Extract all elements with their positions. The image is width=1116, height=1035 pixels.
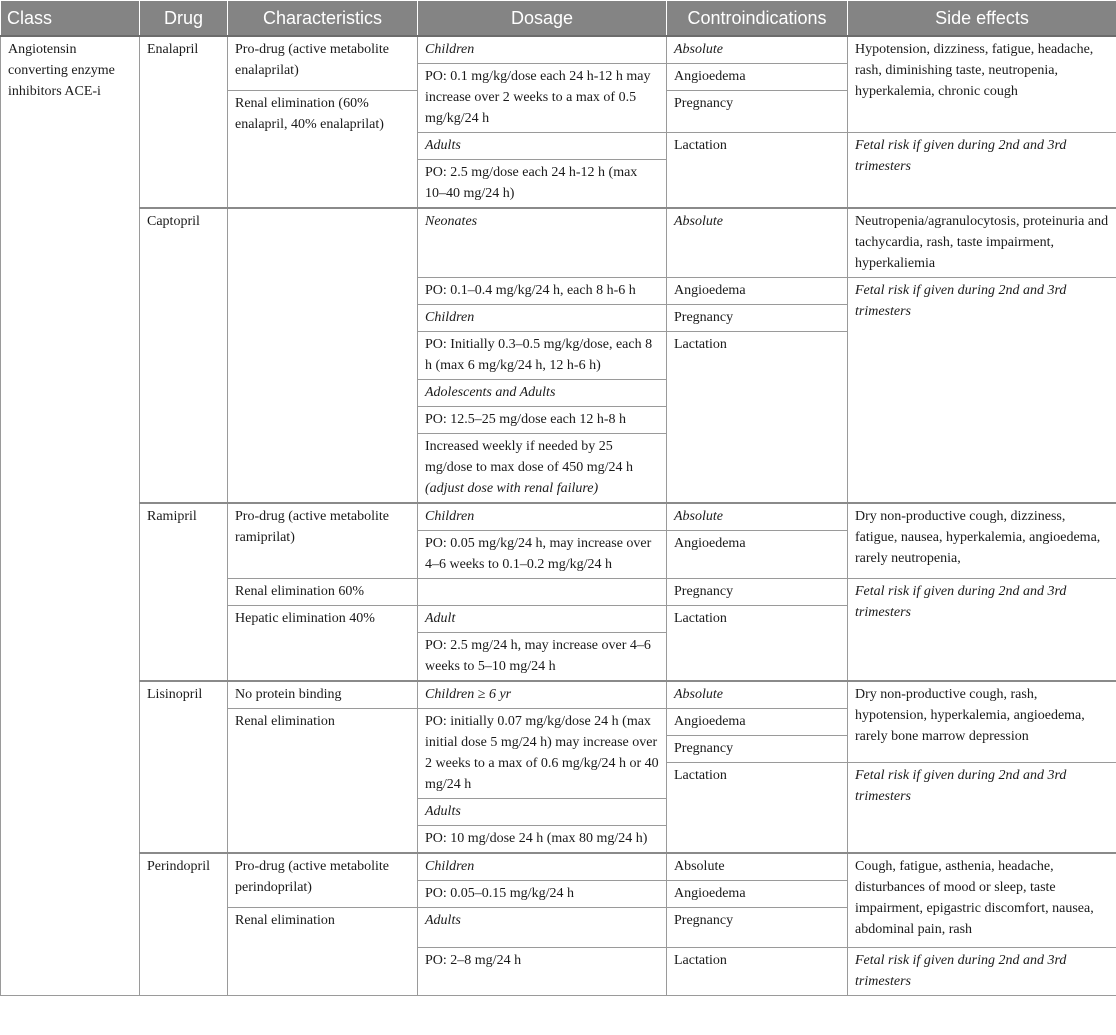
characteristics-cell: Renal elimination (60% enalapril, 40% enalaprilat) bbox=[228, 91, 418, 209]
contraindication-cell: Pregnancy bbox=[667, 578, 848, 605]
table-header-row bbox=[1, 1, 1116, 37]
dosage-cell: Neonates bbox=[418, 208, 667, 278]
contraindication-cell: Lactation bbox=[667, 947, 848, 995]
table-row bbox=[1, 208, 1116, 278]
drug-cell: Lisinopril bbox=[140, 681, 228, 853]
dosage-cell: Children bbox=[418, 503, 667, 531]
dosage-cell: PO: 0.1–0.4 mg/kg/24 h, each 8 h-6 h bbox=[418, 278, 667, 305]
dosage-cell: Children bbox=[418, 853, 667, 881]
dosage-cell bbox=[418, 434, 667, 503]
renal-adjustment-note: (adjust dose with renal failure) bbox=[425, 481, 599, 496]
dosage-cell: PO: 0.05 mg/kg/24 h, may increase over 4–6 weeks to 0.1–0.2 mg/kg/24 h bbox=[418, 530, 667, 578]
class-cell: Angiotensin converting enzyme inhibitors ACE-i bbox=[1, 36, 140, 995]
dosage-cell: PO: 10 mg/dose 24 h (max 80 mg/24 h) bbox=[418, 825, 667, 853]
header-drug: Drug bbox=[140, 1, 228, 37]
dosage-cell bbox=[418, 578, 667, 605]
header-side-effects: Side effects bbox=[848, 1, 1116, 37]
side-effects-cell: Fetal risk if given during 2nd and 3rd trimesters bbox=[848, 278, 1116, 503]
contraindication-cell: Absolute bbox=[667, 503, 848, 531]
drug-cell: Ramipril bbox=[140, 503, 228, 681]
side-effects-cell: Neutropenia/agranulocytosis, proteinuria and tachycardia, rash, taste impairment, hyperkaliemia bbox=[848, 208, 1116, 278]
contraindication-cell: Absolute bbox=[667, 681, 848, 709]
dosage-cell: PO: 2–8 mg/24 h bbox=[418, 947, 667, 995]
contraindication-cell: Lactation bbox=[667, 762, 848, 853]
dosage-cell: Children bbox=[418, 36, 667, 64]
contraindication-cell: Angioedema bbox=[667, 278, 848, 305]
contraindication-cell: Lactation bbox=[667, 133, 848, 209]
dosage-cell: Adolescents and Adults bbox=[418, 380, 667, 407]
drug-cell: Captopril bbox=[140, 208, 228, 503]
characteristics-cell: Pro-drug (active metabolite enalaprilat) bbox=[228, 36, 418, 91]
contraindication-cell: Pregnancy bbox=[667, 907, 848, 947]
header-dosage: Dosage bbox=[418, 1, 667, 37]
contraindication-cell: Angioedema bbox=[667, 64, 848, 91]
dosage-text: Increased weekly if needed by 25 mg/dose to max dose of 450 mg/24 h bbox=[425, 439, 634, 475]
dosage-cell: Adults bbox=[418, 798, 667, 825]
characteristics-cell: Renal elimination 60% bbox=[228, 578, 418, 605]
dosage-cell: Children bbox=[418, 305, 667, 332]
drug-cell: Perindopril bbox=[140, 853, 228, 996]
characteristics-cell: Pro-drug (active metabolite ramiprilat) bbox=[228, 503, 418, 579]
characteristics-cell: Renal elimination bbox=[228, 907, 418, 995]
contraindication-cell: Pregnancy bbox=[667, 91, 848, 133]
dosage-cell: PO: 0.05–0.15 mg/kg/24 h bbox=[418, 880, 667, 907]
table-row bbox=[1, 36, 1116, 64]
contraindication-cell: Angioedema bbox=[667, 880, 848, 907]
table-row bbox=[1, 681, 1116, 709]
dosage-cell: Adults bbox=[418, 907, 667, 947]
table-row bbox=[1, 503, 1116, 531]
side-effects-cell: Dry non-productive cough, dizziness, fatigue, nausea, hyperkalemia, angioedema, rarely neutropenia, bbox=[848, 503, 1116, 579]
header-class: Class bbox=[1, 1, 140, 37]
contraindication-cell: Angioedema bbox=[667, 530, 848, 578]
dosage-cell: Children ≥ 6 yr bbox=[418, 681, 667, 709]
dosage-cell: PO: initially 0.07 mg/kg/dose 24 h (max initial dose 5 mg/24 h) may increase over 2 weeks to a max of 0.6 mg/kg/24 h or 40 mg/24 h bbox=[418, 708, 667, 798]
characteristics-cell bbox=[228, 208, 418, 503]
side-effects-cell: Fetal risk if given during 2nd and 3rd trimesters bbox=[848, 133, 1116, 209]
characteristics-cell: Hepatic elimination 40% bbox=[228, 605, 418, 681]
dosage-cell: PO: Initially 0.3–0.5 mg/kg/dose, each 8 h (max 6 mg/kg/24 h, 12 h-6 h) bbox=[418, 332, 667, 380]
characteristics-cell: Renal elimination bbox=[228, 708, 418, 853]
side-effects-cell: Dry non-productive cough, rash, hypotension, hyperkalemia, angioedema, rarely bone marrow depression bbox=[848, 681, 1116, 763]
contraindication-cell: Angioedema bbox=[667, 708, 848, 735]
dosage-cell: PO: 2.5 mg/24 h, may increase over 4–6 weeks to 5–10 mg/24 h bbox=[418, 632, 667, 681]
side-effects-cell: Cough, fatigue, asthenia, headache, disturbances of mood or sleep, taste impairment, epigastric discomfort, nausea, abdominal pain, rash bbox=[848, 853, 1116, 948]
dosage-cell: Adults bbox=[418, 133, 667, 160]
header-characteristics: Characteristics bbox=[228, 1, 418, 37]
contraindication-cell: Lactation bbox=[667, 605, 848, 681]
dosage-cell: PO: 12.5–25 mg/dose each 12 h-8 h bbox=[418, 407, 667, 434]
contraindication-cell: Pregnancy bbox=[667, 735, 848, 762]
contraindication-cell: Pregnancy bbox=[667, 305, 848, 332]
dosage-cell: PO: 0.1 mg/kg/dose each 24 h-12 h may increase over 2 weeks to a max of 0.5 mg/kg/24 h bbox=[418, 64, 667, 133]
dosage-cell: Adult bbox=[418, 605, 667, 632]
side-effects-cell: Fetal risk if given during 2nd and 3rd trimesters bbox=[848, 947, 1116, 995]
header-controindications: Controindications bbox=[667, 1, 848, 37]
contraindication-cell: Absolute bbox=[667, 36, 848, 64]
characteristics-cell: Pro-drug (active metabolite perindoprilat) bbox=[228, 853, 418, 908]
contraindication-cell: Lactation bbox=[667, 332, 848, 503]
characteristics-cell: No protein binding bbox=[228, 681, 418, 709]
side-effects-cell: Fetal risk if given during 2nd and 3rd trimesters bbox=[848, 578, 1116, 681]
drug-cell: Enalapril bbox=[140, 36, 228, 208]
dosage-cell: PO: 2.5 mg/dose each 24 h-12 h (max 10–40 mg/24 h) bbox=[418, 160, 667, 209]
contraindication-cell: Absolute bbox=[667, 853, 848, 881]
contraindication-cell: Absolute bbox=[667, 208, 848, 278]
side-effects-cell: Hypotension, dizziness, fatigue, headache, rash, diminishing taste, neutropenia, hyperkalemia, chronic cough bbox=[848, 36, 1116, 133]
side-effects-cell: Fetal risk if given during 2nd and 3rd trimesters bbox=[848, 762, 1116, 853]
table-row bbox=[1, 853, 1116, 881]
